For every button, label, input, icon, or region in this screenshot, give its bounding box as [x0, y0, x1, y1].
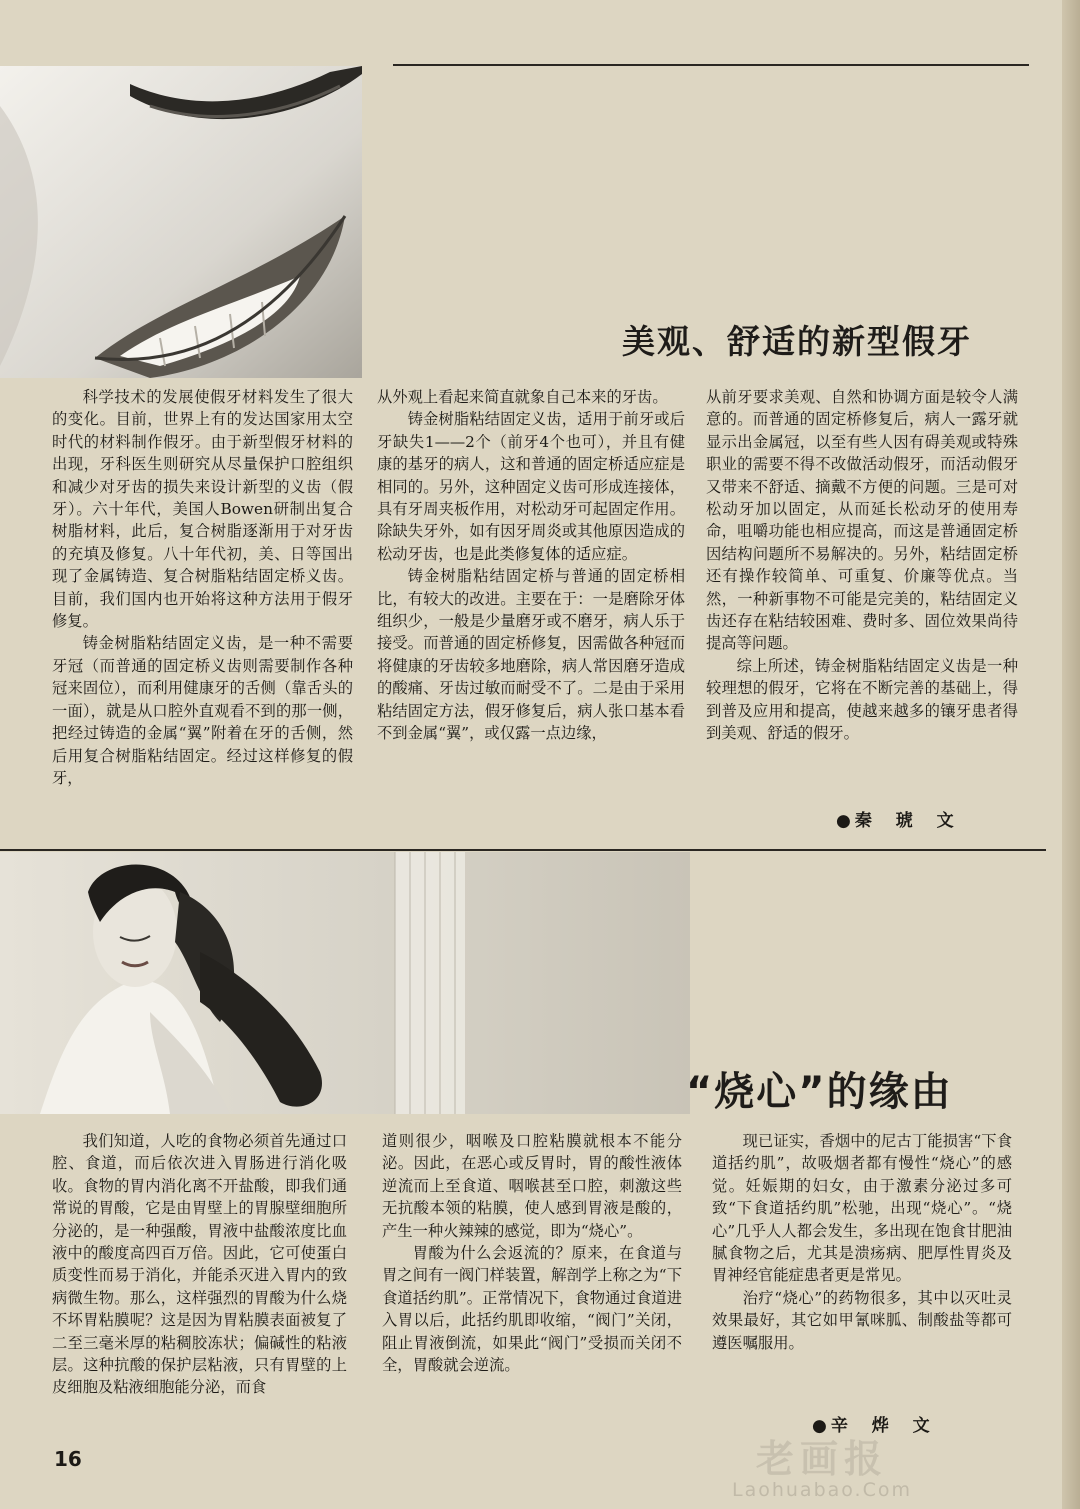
paragraph: 从外观上看起来简直就象自己本来的牙齿。 [377, 388, 668, 406]
watermark-logo: 老画报 [755, 1437, 888, 1481]
paragraph: 从前牙要求美观、自然和协调方面是较令人满意的。而普通的固定桥修复后，病人一露牙就显示出金属冠，以至有些人因有碍美观或特殊职业的需要不得不改做活动假牙，而活动假牙又带来不舒适、摘戴不方便的问题。三是可对松动牙加以固定，从而延长松动牙的使用寿命，咀嚼功能也相应提高，而这是普通固定桥因结构问题所不易解决的。另外，粘结固定桥还有操作较简单、可重复、价廉等优点。当然，一种新事物不可能是完美的，粘结固定义齿还存在粘结较困难、费时多、固位效果尚待提高等问题。 [706, 388, 1018, 653]
article2-column-2 [382, 1130, 682, 1376]
watermark [712, 1428, 932, 1501]
paragraph: 治疗“烧心”的药物很多，其中以灭吐灵效果最好，其它如甲氰咪胍、制酸盐等都可遵医嘱服用。 [712, 1288, 1012, 1352]
article1-title: 美观、舒适的新型假牙 [622, 322, 972, 361]
woman-photo [0, 852, 690, 1114]
section-divider [0, 849, 1046, 851]
paragraph: 胃酸为什么会返流的？原来，在食道与胃之间有一阀门样装置，解剖学上称之为“下食道括约肌”。正常情况下，食物通过食道进入胃以后，此括约肌即收缩，“阀门”关闭，阻止胃液倒流，如果此“阀门”受损而关闭不全，胃酸就会逆流。 [382, 1244, 682, 1375]
paragraph: 铸金树脂粘结固定桥与普通的固定桥相比，有较大的改进。主要在于：一是磨除牙体组织少，一般是少量磨牙或不磨牙，病人乐于接受。而普通的固定桥修复，因需做各种冠而将健康的牙齿较多地磨除，病人常因磨牙造成的酸痛、牙齿过敏而耐受不了。二是由于采用粘结固定方法，假牙修复后，病人张口基本看不到金属“翼”，或仅露一点边缘， [377, 567, 685, 743]
article1-column-1 [52, 386, 353, 789]
paragraph: 铸金树脂粘结固定义齿，适用于前牙或后牙缺失1——2个（前牙4个也可），并且有健康的基牙的病人，这和普通的固定桥适应症是相同的。另外，这种固定义齿可形成连接体，具有牙周夹板作用，对松动牙可起固定作用。除缺失牙外，如有因牙周炎或其他原因造成的松动牙齿，也是此类修复体的适应症。 [377, 410, 685, 563]
paragraph: 我们知道，人吃的食物必须首先通过口腔、食道，而后依次进入胃肠进行消化吸收。食物的胃内消化离不开盐酸，即我们通常说的胃酸，它是由胃壁上的胃腺壁细胞所分泌的，是一种强酸，胃液中盐酸浓度比血液中的酸度高四百万倍。因此，它可使蛋白质变性而易于消化，并能杀灭进入胃内的致病微生物。那么，这样强烈的胃酸为什么烧不坏胃粘膜呢？这是因为胃粘膜表面被复了二至三毫米厚的粘稠胶冻状；偏碱性的粘液层。这种抗酸的保护层粘液，只有胃壁的上皮细胞及粘液细胞能分泌，而食 [52, 1132, 347, 1397]
bullet-icon: ● [812, 1416, 827, 1436]
page-edge [1062, 0, 1080, 1509]
paragraph: 科学技术的发展使假牙材料发生了很大的变化。目前，世界上有的发达国家用太空时代的材料制作假牙。由于新型假牙材料的出现，牙科医生则研究从尽量保护口腔组织和减少对牙齿的损失来设计新型的义齿（假牙）。六十年代，美国人Bowen研制出复合树脂材料，此后，复合树脂逐渐用于对牙齿的充填及修复。八十年代初，美、日等国出现了金属铸造、复合树脂粘结固定桥义齿。目前，我们国内也开始将这种方法用于假牙修复。 [52, 388, 353, 631]
article2-title: “烧心”的缘由 [686, 1069, 953, 1115]
paragraph: 综上所述，铸金树脂粘结固定义齿是一种较理想的假牙，它将在不断完善的基础上，得到普及应用和提高，使越来越多的镶牙患者得到美观、舒适的假牙。 [706, 656, 1018, 743]
page-number: 16 [54, 1447, 82, 1471]
top-rule [393, 64, 1029, 66]
smile-illustration [0, 66, 362, 378]
author-name: 辛 烨 文 [830, 1416, 939, 1436]
watermark-url: Laohuabao.Com [731, 1479, 912, 1501]
article1-column-2 [377, 386, 685, 745]
article1-byline [836, 806, 963, 831]
paragraph: 道则很少，咽喉及口腔粘膜就根本不能分泌。因此，在恶心或反胃时，胃的酸性液体逆流而上至食道、咽喉甚至口腔，刺激这些无抗酸本领的粘膜，使人感到胃液是酸的，产生一种火辣辣的感觉，即为“烧心”。 [382, 1132, 682, 1240]
article2-column-1 [52, 1130, 347, 1399]
bullet-icon: ● [836, 811, 851, 831]
paragraph: 铸金树脂粘结固定义齿，是一种不需要牙冠（而普通的固定桥义齿则需要制作各种冠来固位），而利用健康牙的舌侧（靠舌头的一面），就是从口腔外直观看不到的那一侧，把经过铸造的金属“翼”附着在牙的舌侧，然后用复合树脂粘结固定。经过这样修复的假牙， [52, 634, 353, 787]
paragraph: 现已证实，香烟中的尼古丁能损害“下食道括约肌”，故吸烟者都有慢性“烧心”的感觉。妊娠期的妇女，由于激素分泌过多可致“下食道括约肌”松驰，出现“烧心”。“烧心”几乎人人都会发生，多出现在饱食甘肥油腻食物之后，尤其是溃疡病、肥厚性胃炎及胃神经官能症患者更是常见。 [712, 1132, 1012, 1285]
woman-illustration [0, 852, 690, 1114]
article1-column-3 [706, 386, 1018, 745]
author-name: 秦 琥 文 [854, 811, 963, 831]
article2-column-3 [712, 1130, 1012, 1354]
smile-photo [0, 66, 362, 378]
